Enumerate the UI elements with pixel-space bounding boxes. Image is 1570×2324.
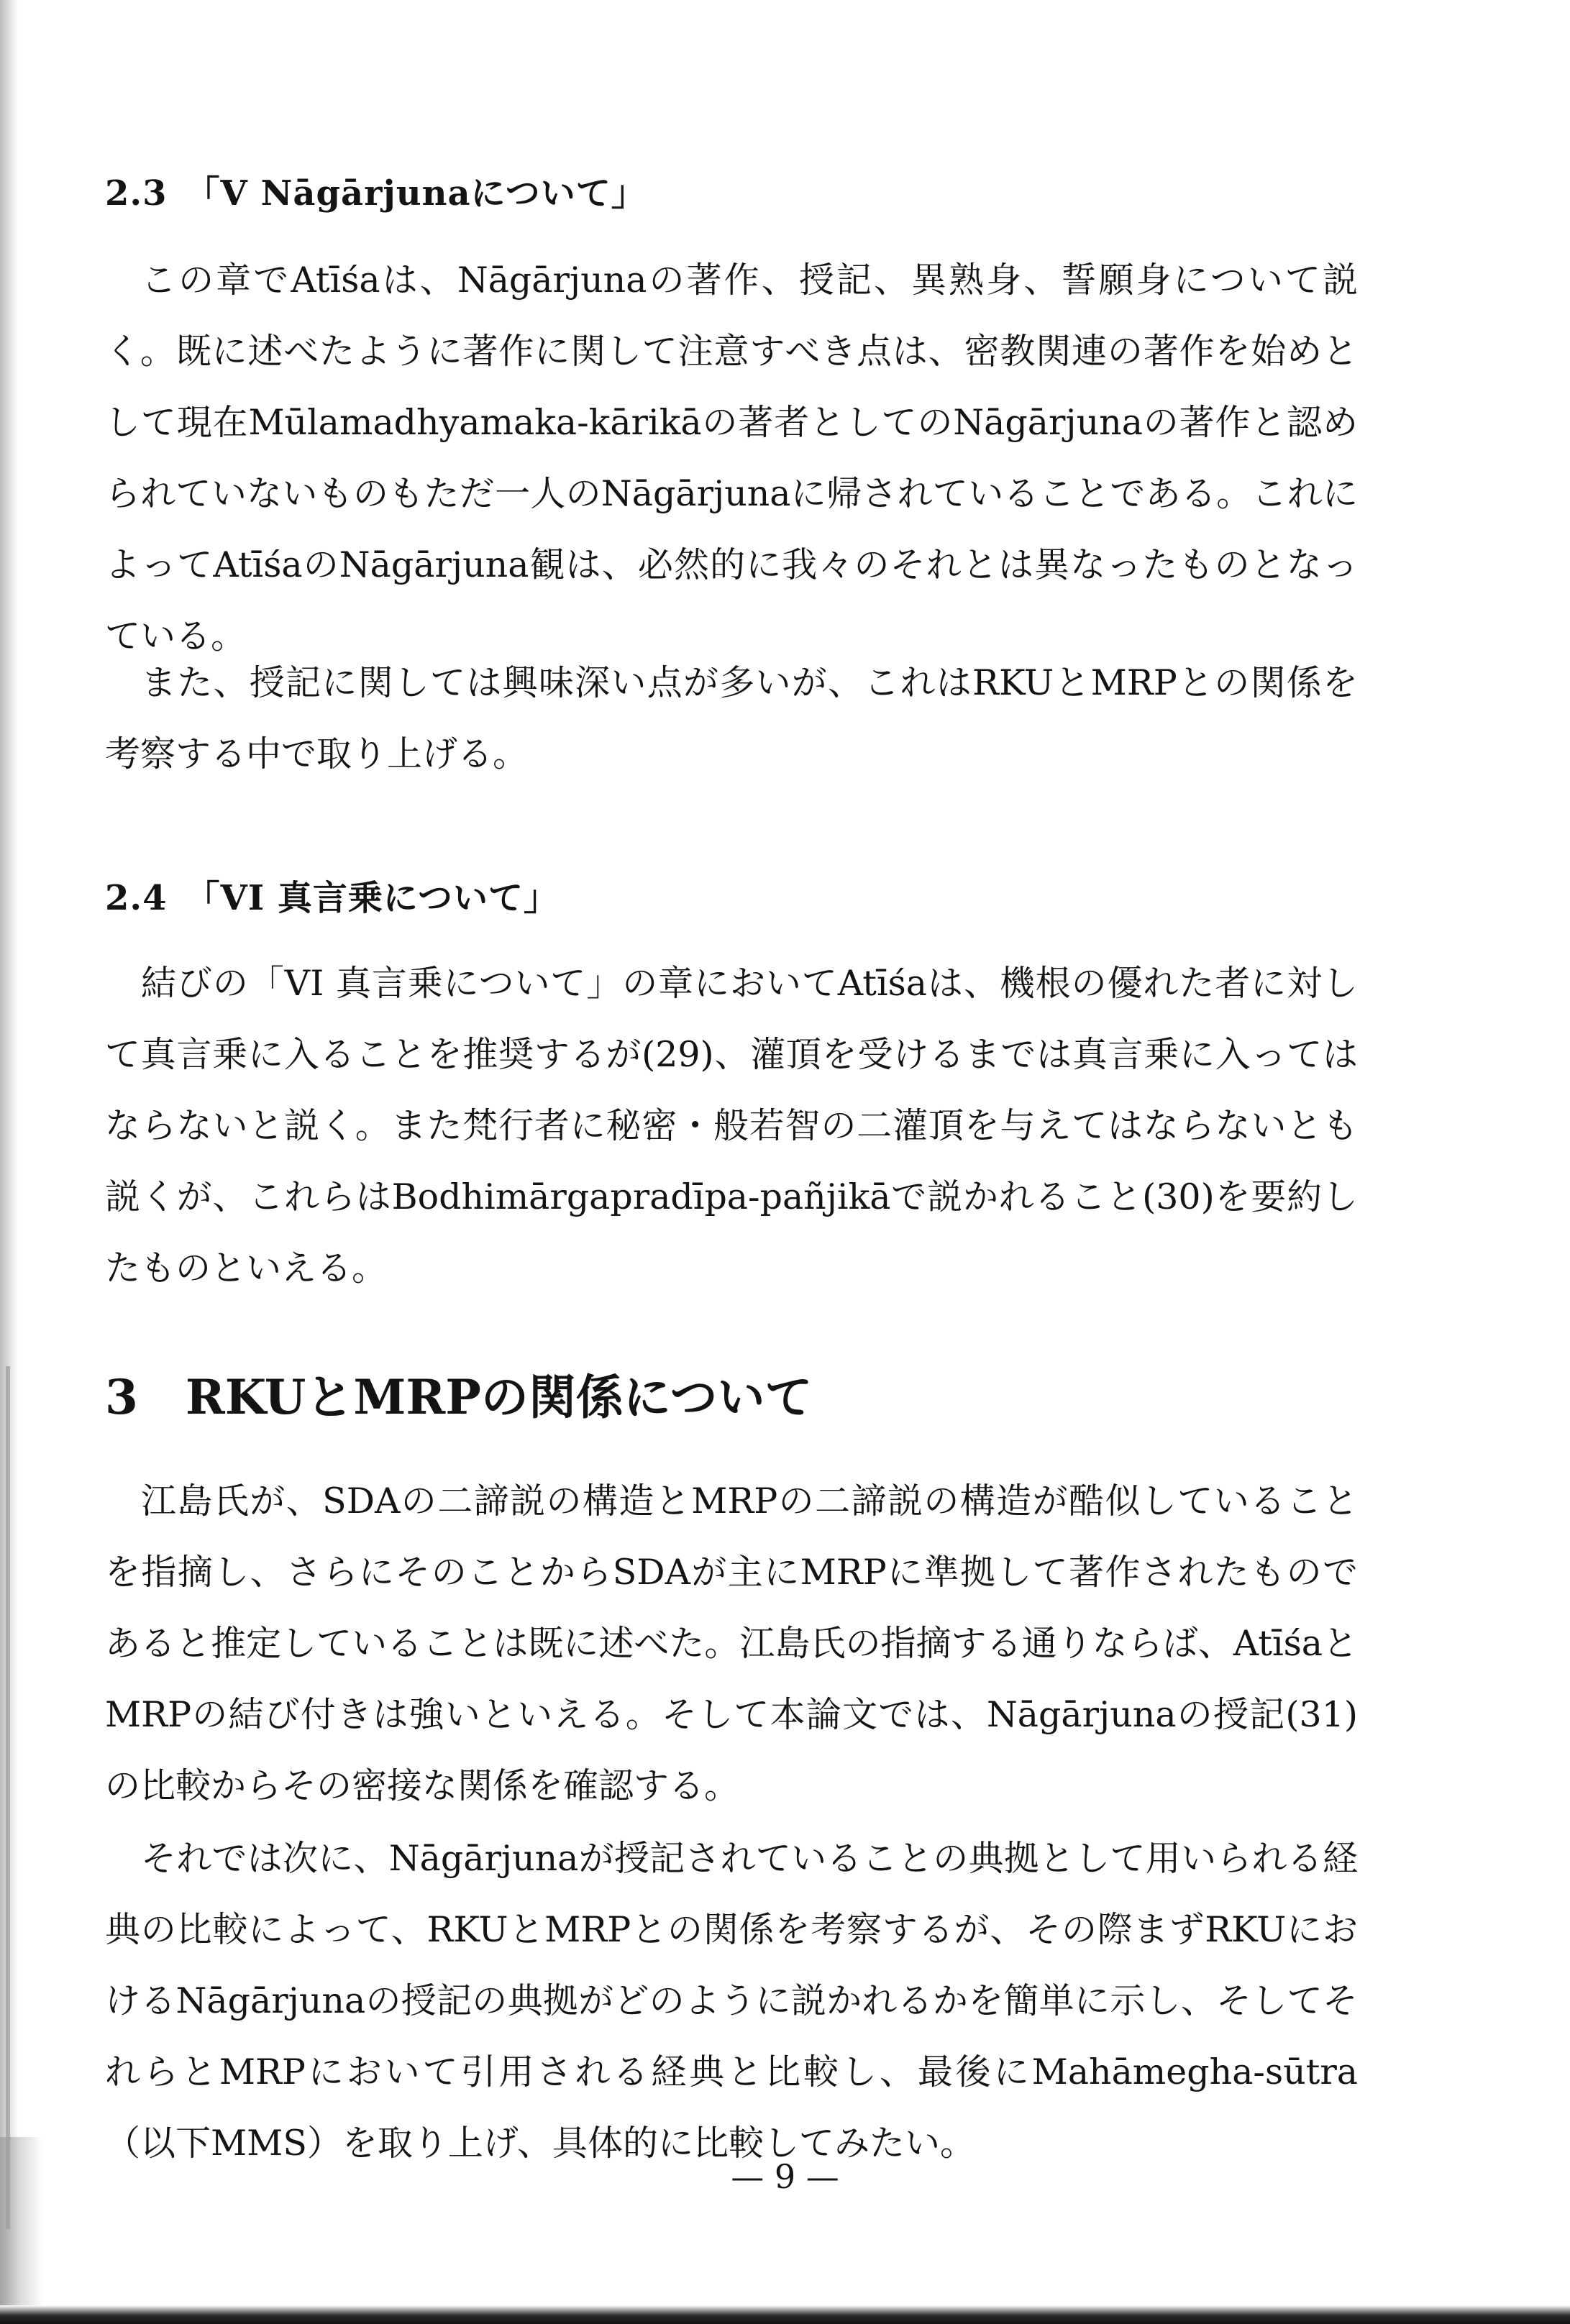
- scan-edge-bottom: [0, 2305, 1570, 2324]
- section-3-paragraph-2: それでは次に、Nāgārjunaが授記されていることの典拠として用いられる経典の比較によって、RKUとMRPとの関係を考察するが、その際まずRKUにおけるNāgārjunaの授記の典拠がどのように説かれるかを簡単に示し、そしてそれらとMRPにおいて引用される経典と比較し、最後にMahāmegha-sūtra（以下MMS）を取り上げ、具体的に比較してみたい。: [105, 1838, 1358, 2164]
- section-2-4-heading: 2.4 「VI 真言乗について」: [105, 878, 559, 918]
- section-2-3-paragraph-1: この章でAtīśaは、Nāgārjunaの著作、授記、異熟身、誓願身について説く。既に述べたように著作に関して注意すべき点は、密教関連の著作を始めとして現在Mūlamadhyamaka-kārikāの著者としてのNāgārjunaの著作と認められていないものもただ一人のNāgārjunaに帰されていることである。これによってAtīśaのNāgārjuna観は、必然的に我々のそれとは異なったものとなっている。: [105, 260, 1358, 657]
- scan-streak: [6, 1366, 10, 2229]
- section-3-paragraph-1: 江島氏が、SDAの二諦説の構造とMRPの二諦説の構造が酷似していることを指摘し、さらにそのことからSDAが主にMRPに準拠して著作されたものであると推定していることは既に述べた。江島氏の指摘する通りならば、AtīśaとMRPの結び付きは強いといえる。そして本論文では、Nāgārjunaの授記(31)の比較からその密接な関係を確認する。: [105, 1481, 1358, 1806]
- page-number: — 9 —: [731, 2157, 839, 2196]
- section-2-3-paragraph-2: また、授記に関しては興味深い点が多いが、これはRKUとMRPとの関係を考察する中で取り上げる。: [105, 662, 1358, 774]
- section-2-4-paragraph-1: 結びの「VI 真言乗について」の章においてAtīśaは、機根の優れた者に対して真言乗に入ることを推奨するが(29)、灌頂を受けるまでは真言乗に入ってはならないと説く。また梵行者に秘密・般若智の二灌頂を与えてはならないとも説くが、これらはBodhimārgapradīpa-pañjikāで説かれること(30)を要約したものといえる。: [105, 963, 1358, 1289]
- section-2-3-heading: 2.3 「V Nāgārjunaについて」: [105, 173, 647, 214]
- section-3-heading: 3 RKUとMRPの関係について: [105, 1369, 813, 1425]
